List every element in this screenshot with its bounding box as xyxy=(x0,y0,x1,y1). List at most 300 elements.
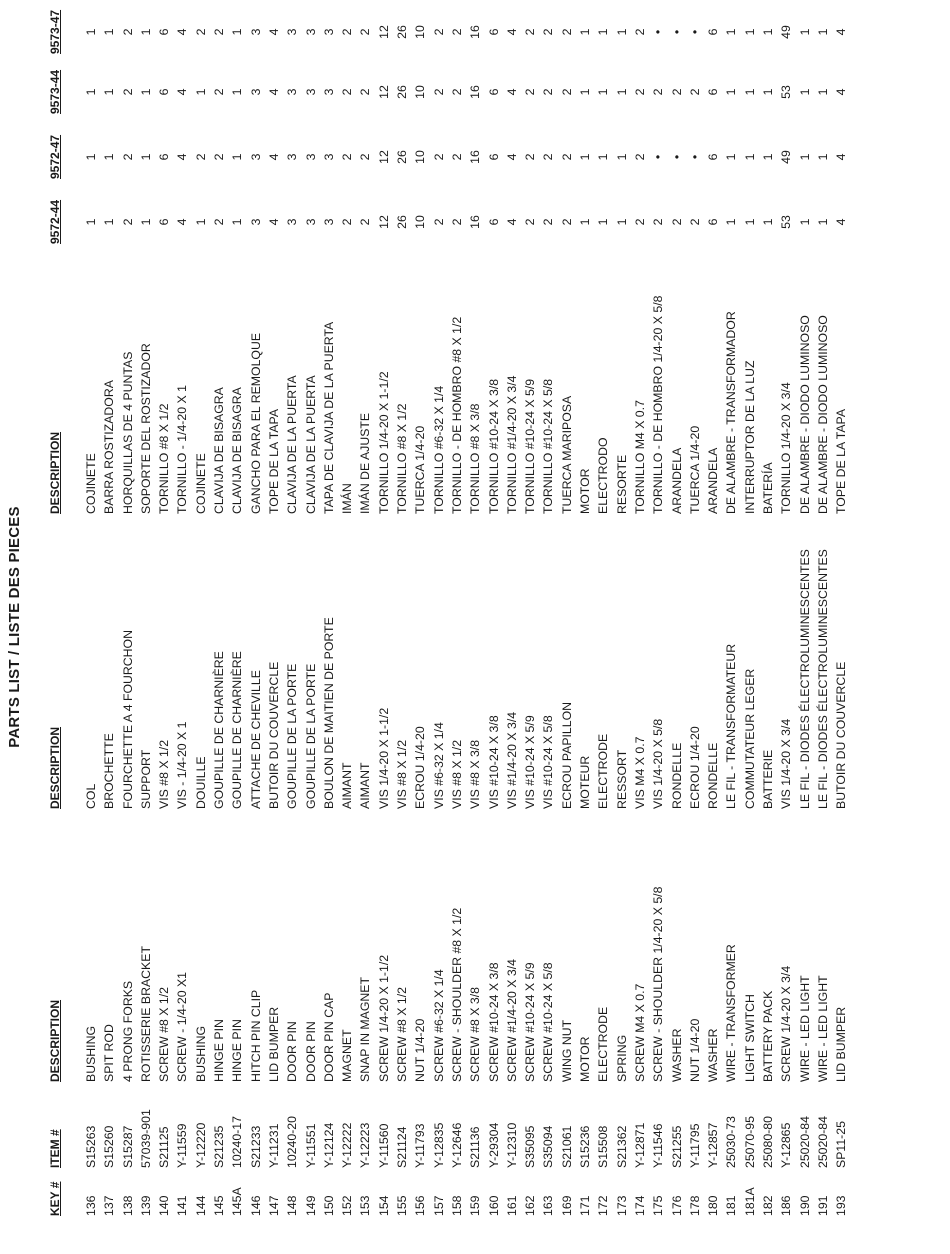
qty-9573-44-cell: 6 xyxy=(157,88,172,96)
item-cell: 25030-73 xyxy=(724,1116,739,1168)
description-es-cell: IMÁN xyxy=(340,483,355,514)
table-row xyxy=(814,0,832,1254)
description-fr-cell: GOUPILLE DE CHARNIÈRE xyxy=(212,651,227,809)
qty-9572-47-cell: 6 xyxy=(706,153,721,161)
item-cell: Y-11560 xyxy=(376,1123,391,1168)
qty-9572-47-cell: 1 xyxy=(724,153,739,161)
qty-9572-44-cell: 1 xyxy=(230,218,245,226)
description-en-cell: SCREW #1/4-20 X 3/4 xyxy=(504,958,519,1082)
description-es-cell: SOPORTE DEL ROSTIZADOR xyxy=(138,343,153,514)
description-fr-cell: VIS #8 X 1/2 xyxy=(449,739,464,809)
table-row xyxy=(539,0,557,1254)
item-cell: S21136 xyxy=(468,1126,483,1168)
description-en-cell: SCREW #8 X 1/2 xyxy=(157,987,172,1082)
table-row xyxy=(356,0,374,1254)
qty-9573-47-cell: 1 xyxy=(138,28,153,36)
key-cell: 137 xyxy=(102,1195,117,1216)
qty-9573-47-cell: 2 xyxy=(120,28,135,36)
table-row xyxy=(265,0,283,1254)
table-row xyxy=(521,0,539,1254)
qty-9572-47-cell: 3 xyxy=(321,153,336,161)
description-es-cell: MOTOR xyxy=(578,468,593,514)
qty-9573-44-cell: 1 xyxy=(815,88,830,96)
qty-9573-44-cell: 2 xyxy=(651,88,666,96)
table-row xyxy=(704,0,722,1254)
table-row xyxy=(119,0,137,1254)
key-cell: 141 xyxy=(175,1195,190,1216)
table-row xyxy=(777,0,795,1254)
description-fr-cell: GOUPILLE DE CHARNIÈRE xyxy=(230,651,245,809)
key-cell: 145A xyxy=(230,1187,245,1216)
description-en-cell: MOTOR xyxy=(578,1036,593,1082)
description-fr-cell: VIS #6-32 X 1/4 xyxy=(431,722,446,809)
qty-9572-44-cell: 6 xyxy=(706,218,721,226)
qty-9572-47-cell: 1 xyxy=(578,153,593,161)
description-en-cell: LID BUMPER xyxy=(834,1006,849,1082)
qty-9572-44-cell: 2 xyxy=(669,218,684,226)
qty-9573-47-cell: 3 xyxy=(303,28,318,36)
qty-9573-44-cell: 53 xyxy=(779,85,794,99)
description-en-cell: HINGE PIN xyxy=(230,1019,245,1082)
item-cell: 25080-80 xyxy=(760,1116,775,1168)
qty-9573-44-cell: 1 xyxy=(742,88,757,96)
description-en-cell: 4 PRONG FORKS xyxy=(120,980,135,1082)
description-en-cell: SCREW #10-24 X 5/9 xyxy=(523,962,538,1082)
qty-9573-44-cell: 4 xyxy=(834,88,849,96)
qty-9573-47-cell: 26 xyxy=(395,25,410,39)
description-es-cell: TUERCA MARIPOSA xyxy=(559,395,574,514)
qty-9573-47-cell: 49 xyxy=(779,25,794,39)
description-fr-cell: VIS #8 X 3/8 xyxy=(468,739,483,809)
description-fr-cell: VIS M4 X 0.7 xyxy=(632,736,647,809)
table-row xyxy=(722,0,740,1254)
qty-9572-47-cell: 2 xyxy=(212,153,227,161)
qty-9572-44-cell: 3 xyxy=(303,218,318,226)
qty-9572-47-cell: 12 xyxy=(376,150,391,164)
description-en-cell: SCREW #6-32 X 1/4 xyxy=(431,969,446,1082)
key-cell: 175 xyxy=(651,1195,666,1216)
description-en-cell: HITCH PIN CLIP xyxy=(248,989,263,1082)
table-row xyxy=(210,0,228,1254)
table-row xyxy=(393,0,411,1254)
key-cell: 161 xyxy=(504,1195,519,1216)
qty-9572-47-cell: • xyxy=(687,154,702,160)
qty-9573-44-cell: 1 xyxy=(193,88,208,96)
qty-9572-44-cell: 4 xyxy=(834,218,849,226)
qty-9573-47-cell: 1 xyxy=(724,28,739,36)
table-row xyxy=(631,0,649,1254)
description-es-cell: TAPA DE CLAVIJA DE LA PUERTA xyxy=(321,321,336,514)
key-cell: 176 xyxy=(669,1195,684,1216)
description-es-cell: COJINETE xyxy=(84,453,98,514)
qty-9573-44-cell: 12 xyxy=(376,85,391,99)
key-cell: 144 xyxy=(193,1195,208,1216)
description-es-cell: TUERCA 1/4-20 xyxy=(687,425,702,514)
description-fr-cell: RONDELLE xyxy=(706,742,721,809)
key-cell: 193 xyxy=(834,1195,849,1216)
item-cell: S15287 xyxy=(120,1125,135,1168)
qty-9573-44-cell: 1 xyxy=(138,88,153,96)
qty-9572-47-cell: 3 xyxy=(285,153,300,161)
qty-9572-47-cell: 2 xyxy=(559,153,574,161)
qty-9573-44-cell: 2 xyxy=(559,88,574,96)
description-fr-cell: FOURCHETTE A 4 FOURCHON xyxy=(120,629,135,809)
qty-9573-44-cell: 1 xyxy=(578,88,593,96)
key-cell: 153 xyxy=(358,1195,373,1216)
description-en-cell: BUSHING xyxy=(84,1025,98,1082)
description-es-cell: TORNILLO M4 X 0.7 xyxy=(632,400,647,514)
description-fr-cell: COMMUTATEUR LEGER xyxy=(742,668,757,809)
qty-9573-47-cell: 2 xyxy=(358,28,373,36)
qty-9572-44-cell: 12 xyxy=(376,215,391,229)
qty-9572-44-cell: 1 xyxy=(724,218,739,226)
qty-9572-47-cell: 49 xyxy=(779,150,794,164)
description-en-cell: SCREW #10-24 X 5/8 xyxy=(541,962,556,1082)
qty-9572-47-cell: 1 xyxy=(102,153,117,161)
qty-9572-44-cell: 3 xyxy=(248,218,263,226)
description-es-cell: TORNILLO #1/4-20 X 3/4 xyxy=(504,375,519,514)
qty-9572-44-cell: 1 xyxy=(760,218,775,226)
qty-9572-47-cell: 2 xyxy=(120,153,135,161)
qty-9572-47-cell: 2 xyxy=(358,153,373,161)
qty-9572-47-cell: 1 xyxy=(760,153,775,161)
qty-9573-47-cell: • xyxy=(687,29,702,35)
qty-9572-44-cell: 53 xyxy=(779,215,794,229)
qty-9572-44-cell: 1 xyxy=(84,218,98,226)
key-cell: 149 xyxy=(303,1195,318,1216)
qty-9573-44-cell: 6 xyxy=(486,88,501,96)
qty-9572-47-cell: 4 xyxy=(266,153,281,161)
description-es-cell: TORNILLO #10-24 X 5/8 xyxy=(541,378,556,514)
table-row xyxy=(100,0,118,1254)
description-fr-cell: VIS #1/4-20 X 3/4 xyxy=(504,711,519,809)
qty-9572-44-cell: 2 xyxy=(120,218,135,226)
description-fr-cell: BATTERIE xyxy=(760,749,775,809)
qty-9573-47-cell: 3 xyxy=(321,28,336,36)
qty-9573-47-cell: 2 xyxy=(193,28,208,36)
description-en-cell: SCREW 1/4-20 X 1-1/2 xyxy=(376,954,391,1082)
qty-9573-47-cell: 2 xyxy=(523,28,538,36)
qty-9572-47-cell: 1 xyxy=(138,153,153,161)
qty-9572-44-cell: 2 xyxy=(449,218,464,226)
qty-9572-47-cell: 26 xyxy=(395,150,410,164)
description-en-cell: SCREW #10-24 X 3/8 xyxy=(486,962,501,1082)
item-cell: S21362 xyxy=(614,1125,629,1168)
description-es-cell: BATERÍA xyxy=(760,462,775,514)
item-cell: Y-12124 xyxy=(321,1122,336,1168)
qty-9572-44-cell: 26 xyxy=(395,215,410,229)
item-cell: SP11-25 xyxy=(834,1121,849,1168)
item-cell: 25070-95 xyxy=(742,1116,757,1168)
qty-9572-47-cell: • xyxy=(651,154,666,160)
header-description-fr: DESCRIPTION xyxy=(48,726,62,809)
description-es-cell: CLAVIJA DE BISAGRA xyxy=(212,387,227,514)
table-row xyxy=(832,0,850,1254)
item-cell: Y-12222 xyxy=(340,1122,355,1168)
description-fr-cell: BUTOIR DU COUVERCLE xyxy=(834,661,849,809)
description-en-cell: WIRE - LED LIGHT xyxy=(815,975,830,1082)
key-cell: 150 xyxy=(321,1195,336,1216)
table-row xyxy=(228,0,246,1254)
qty-9573-44-cell: 26 xyxy=(395,85,410,99)
description-en-cell: DOOR PIN xyxy=(303,1021,318,1082)
item-cell: S21235 xyxy=(212,1125,227,1168)
key-cell: 160 xyxy=(486,1195,501,1216)
qty-9572-47-cell: 4 xyxy=(834,153,849,161)
key-cell: 191 xyxy=(815,1195,830,1216)
key-cell: 171 xyxy=(578,1195,593,1216)
description-en-cell: WASHER xyxy=(669,1028,684,1082)
description-fr-cell: AIMANT xyxy=(358,762,373,809)
qty-9573-44-cell: 1 xyxy=(84,88,98,96)
qty-9572-44-cell: 2 xyxy=(559,218,574,226)
item-cell: S21125 xyxy=(157,1126,172,1168)
item-cell: Y-12310 xyxy=(504,1122,519,1168)
header-model-9573-47: 9573-47 xyxy=(48,9,62,54)
qty-9572-47-cell: 1 xyxy=(797,153,812,161)
qty-9572-44-cell: 2 xyxy=(431,218,446,226)
key-cell: 145 xyxy=(212,1195,227,1216)
qty-9573-44-cell: 2 xyxy=(340,88,355,96)
description-es-cell: ARANDELA xyxy=(669,447,684,514)
qty-9573-47-cell: 1 xyxy=(797,28,812,36)
qty-9573-44-cell: 2 xyxy=(669,88,684,96)
qty-9573-44-cell: 3 xyxy=(303,88,318,96)
description-fr-cell: RESSORT xyxy=(614,749,629,809)
qty-9573-47-cell: 2 xyxy=(632,28,647,36)
table-row xyxy=(247,0,265,1254)
description-en-cell: WIRE - LED LIGHT xyxy=(797,975,812,1082)
description-en-cell: SCREW #8 X 3/8 xyxy=(468,987,483,1082)
qty-9573-44-cell: 2 xyxy=(358,88,373,96)
description-es-cell: RESORTE xyxy=(614,454,629,514)
description-fr-cell: COL xyxy=(84,783,98,809)
qty-9573-44-cell: 2 xyxy=(449,88,464,96)
description-en-cell: SCREW - SHOULDER 1/4-20 X 5/8 xyxy=(651,886,666,1082)
qty-9572-44-cell: 2 xyxy=(340,218,355,226)
table-row xyxy=(594,0,612,1254)
qty-9573-47-cell: 12 xyxy=(376,25,391,39)
qty-9572-44-cell: 2 xyxy=(358,218,373,226)
item-cell: S21061 xyxy=(559,1125,574,1168)
description-en-cell: SCREW M4 X 0.7 xyxy=(632,983,647,1082)
qty-9572-44-cell: 1 xyxy=(193,218,208,226)
item-cell: S15263 xyxy=(84,1125,98,1168)
qty-9573-44-cell: 4 xyxy=(504,88,519,96)
description-fr-cell: BROCHETTE xyxy=(102,733,117,809)
table-row xyxy=(430,0,448,1254)
header-model-9572-44: 9572-44 xyxy=(48,199,62,244)
qty-9573-47-cell: 4 xyxy=(504,28,519,36)
table-row xyxy=(155,0,173,1254)
qty-9572-44-cell: 16 xyxy=(468,215,483,229)
qty-9572-47-cell: 2 xyxy=(193,153,208,161)
description-es-cell: DE ALAMBRE - DIODO LUMINOSO xyxy=(815,315,830,514)
description-en-cell: WING NUT xyxy=(559,1019,574,1082)
description-es-cell: CLAVIJA DE BISAGRA xyxy=(230,387,245,514)
key-cell: 138 xyxy=(120,1195,135,1216)
qty-9573-44-cell: 3 xyxy=(321,88,336,96)
description-fr-cell: BUTOIR DU COUVERCLE xyxy=(266,661,281,809)
qty-9572-47-cell: 1 xyxy=(230,153,245,161)
item-cell: Y-12646 xyxy=(449,1122,464,1168)
description-en-cell: BUSHING xyxy=(193,1025,208,1082)
description-es-cell: DE ALAMBRE - TRANSFORMADOR xyxy=(724,311,739,514)
key-cell: 158 xyxy=(449,1195,464,1216)
qty-9573-47-cell: 1 xyxy=(760,28,775,36)
qty-9573-44-cell: 2 xyxy=(431,88,446,96)
qty-9573-44-cell: 10 xyxy=(413,85,428,99)
key-cell: 155 xyxy=(395,1195,410,1216)
table-row xyxy=(741,0,759,1254)
description-es-cell: IMÁN DE AJUSTE xyxy=(358,412,373,514)
description-es-cell: CLAVIJA DE LA PUERTA xyxy=(285,375,300,514)
description-fr-cell: MOTEUR xyxy=(578,755,593,809)
qty-9572-44-cell: 1 xyxy=(742,218,757,226)
table-row xyxy=(137,0,155,1254)
key-cell: 146 xyxy=(248,1195,263,1216)
key-cell: 178 xyxy=(687,1195,702,1216)
table-row xyxy=(466,0,484,1254)
table-row xyxy=(375,0,393,1254)
table-row xyxy=(796,0,814,1254)
table-row xyxy=(576,0,594,1254)
table-row xyxy=(82,0,100,1254)
qty-9573-44-cell: 2 xyxy=(212,88,227,96)
parts-table xyxy=(82,0,850,1254)
qty-9572-44-cell: 2 xyxy=(541,218,556,226)
table-row xyxy=(649,0,667,1254)
qty-9572-47-cell: 4 xyxy=(504,153,519,161)
table-row xyxy=(558,0,576,1254)
qty-9573-44-cell: 4 xyxy=(266,88,281,96)
item-cell: S21124 xyxy=(395,1126,410,1168)
table-row xyxy=(283,0,301,1254)
description-fr-cell: SUPPORT xyxy=(138,749,153,809)
key-cell: 169 xyxy=(559,1195,574,1216)
description-es-cell: TORNILLO 1/4-20 X 3/4 xyxy=(779,382,794,514)
description-en-cell: WASHER xyxy=(706,1028,721,1082)
key-cell: 159 xyxy=(468,1195,483,1216)
qty-9572-44-cell: 4 xyxy=(504,218,519,226)
qty-9573-47-cell: 1 xyxy=(230,28,245,36)
header-description-es: DESCRIPTION xyxy=(48,431,62,514)
qty-9572-44-cell: 3 xyxy=(285,218,300,226)
qty-9572-47-cell: 2 xyxy=(632,153,647,161)
qty-9572-47-cell: 2 xyxy=(449,153,464,161)
description-fr-cell: ECROU PAPILLON xyxy=(559,701,574,809)
key-cell: 173 xyxy=(614,1195,629,1216)
description-en-cell: WIRE - TRANSFORMER xyxy=(724,944,739,1082)
description-fr-cell: VIS 1/4-20 X 3/4 xyxy=(779,718,794,809)
description-fr-cell: BOULON DE MAITIEN DE PORTE xyxy=(321,617,336,809)
description-es-cell: ARANDELA xyxy=(706,447,721,514)
table-row xyxy=(668,0,686,1254)
qty-9573-47-cell: 4 xyxy=(834,28,849,36)
table-row xyxy=(686,0,704,1254)
description-fr-cell: LE FIL - TRANSFORMATEUR xyxy=(724,643,739,809)
item-cell: S15236 xyxy=(578,1125,593,1168)
description-en-cell: BATTERY PACK xyxy=(760,990,775,1082)
header-description-en: DESCRIPTION xyxy=(48,999,62,1082)
description-es-cell: TORNILLO #10-24 X 3/8 xyxy=(486,378,501,514)
qty-9573-47-cell: 1 xyxy=(84,28,98,36)
description-en-cell: SCREW - 1/4-20 X1 xyxy=(175,971,190,1082)
qty-9572-47-cell: • xyxy=(669,154,684,160)
table-row xyxy=(485,0,503,1254)
qty-9573-44-cell: 2 xyxy=(541,88,556,96)
qty-9573-47-cell: 2 xyxy=(449,28,464,36)
description-fr-cell: VIS #8 X 1/2 xyxy=(395,739,410,809)
qty-9573-47-cell: 10 xyxy=(413,25,428,39)
table-row xyxy=(338,0,356,1254)
qty-9573-44-cell: 1 xyxy=(102,88,117,96)
qty-9573-47-cell: 4 xyxy=(175,28,190,36)
qty-9573-44-cell: 1 xyxy=(614,88,629,96)
item-cell: Y-11551 xyxy=(303,1123,318,1168)
description-en-cell: SCREW 1/4-20 X 3/4 xyxy=(779,965,794,1082)
table-row xyxy=(503,0,521,1254)
description-fr-cell: LE FIL - DIODES ÉLECTROLUMINESCENTES xyxy=(797,549,812,809)
qty-9573-44-cell: 3 xyxy=(248,88,263,96)
item-cell: Y-11546 xyxy=(651,1123,666,1168)
qty-9573-47-cell: 3 xyxy=(285,28,300,36)
description-en-cell: SCREW #8 X 1/2 xyxy=(395,987,410,1082)
item-cell: Y-11793 xyxy=(413,1123,428,1168)
header-key: KEY # xyxy=(48,1181,62,1216)
item-cell: S15260 xyxy=(102,1125,117,1168)
qty-9572-44-cell: 1 xyxy=(614,218,629,226)
description-fr-cell: DOUILLE xyxy=(193,756,208,809)
qty-9572-47-cell: 1 xyxy=(815,153,830,161)
description-fr-cell: ATTACHE DE CHEVILLE xyxy=(248,670,263,809)
qty-9573-44-cell: 16 xyxy=(468,85,483,99)
item-cell: Y-12223 xyxy=(358,1122,373,1168)
table-row xyxy=(759,0,777,1254)
qty-9572-44-cell: 1 xyxy=(578,218,593,226)
description-fr-cell: VIS #8 X 1/2 xyxy=(157,739,172,809)
qty-9573-44-cell: 4 xyxy=(175,88,190,96)
qty-9573-44-cell: 2 xyxy=(120,88,135,96)
qty-9573-47-cell: 3 xyxy=(248,28,263,36)
qty-9572-47-cell: 10 xyxy=(413,150,428,164)
key-cell: 156 xyxy=(413,1195,428,1216)
description-fr-cell: VIS #10-24 X 3/8 xyxy=(486,715,501,809)
qty-9573-44-cell: 2 xyxy=(687,88,702,96)
key-cell: 181A xyxy=(742,1187,757,1216)
qty-9572-44-cell: 4 xyxy=(175,218,190,226)
description-fr-cell: LE FIL - DIODES ÉLECTROLUMINESCENTES xyxy=(815,549,830,809)
header-model-9572-47: 9572-47 xyxy=(48,134,62,179)
description-es-cell: TOPE DE LA TAPA xyxy=(266,408,281,514)
description-fr-cell: VIS #10-24 X 5/9 xyxy=(523,715,538,809)
qty-9573-47-cell: 1 xyxy=(815,28,830,36)
qty-9573-47-cell: 6 xyxy=(706,28,721,36)
qty-9573-44-cell: 1 xyxy=(760,88,775,96)
qty-9573-47-cell: • xyxy=(651,29,666,35)
description-es-cell: TORNILLO - DE HOMBRO #8 X 1/2 xyxy=(449,316,464,514)
qty-9572-47-cell: 6 xyxy=(157,153,172,161)
description-en-cell: SNAP IN MAGNET xyxy=(358,977,373,1082)
description-fr-cell: GOUPILLE DE LA PORTE xyxy=(285,663,300,809)
qty-9572-44-cell: 2 xyxy=(212,218,227,226)
description-en-cell: MAGNET xyxy=(340,1029,355,1082)
key-cell: 162 xyxy=(523,1195,538,1216)
key-cell: 181 xyxy=(724,1195,739,1216)
qty-9572-47-cell: 1 xyxy=(84,153,98,161)
table-row xyxy=(613,0,631,1254)
table-row xyxy=(411,0,429,1254)
